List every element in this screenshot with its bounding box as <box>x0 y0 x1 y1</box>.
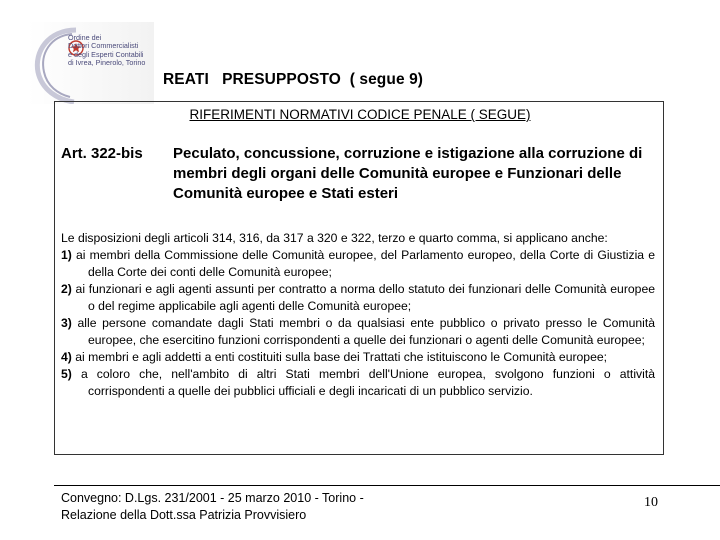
logo-line: di Ivrea, Pinerolo, Torino <box>68 58 146 68</box>
article-intro: Le disposizioni degli articoli 314, 316, da 317 a 320 e 322, terzo e quarto comma, si applicano anche: <box>61 231 608 245</box>
list-item <box>61 281 655 315</box>
list-item-text: a coloro che, nell'ambito di altri Stati membri dell'Unione europea, svolgono funzioni o attività corrispondenti a quelle dei pubblici ufficiali e degli incaricati di un pubblico servizio. <box>80 367 655 398</box>
list-item-text: ai funzionari e agli agenti assunti per contratto a norma dello statuto dei funzionari delle Comunità europee o del regime applicabile agli agenti delle Comunità europee; <box>75 282 655 313</box>
article-title: Peculato, concussione, corruzione e istigazione alla corruzione di membri degli organi delle Comunità europee e Funzionari delle Comunità europee e Stati esteri <box>173 145 643 202</box>
list-item-number: 5) <box>61 367 72 381</box>
list-item <box>61 349 655 366</box>
article-number: Art. 322-bis <box>61 145 143 162</box>
footer <box>61 490 364 524</box>
logo-line: Ordine dei <box>68 33 102 42</box>
list-item-number: 2) <box>61 282 72 296</box>
list-item-text: ai membri della Commissione delle Comunità europee, del Parlamento europeo, della Corte di Giustizia e della Corte dei conti delle Comunità europee; <box>76 248 655 279</box>
footer-speaker: Relazione della Dott.ssa Patrizia Provvisiero <box>61 508 307 522</box>
article-body <box>61 230 655 400</box>
list-item <box>61 247 655 281</box>
page-number: 10 <box>644 495 658 510</box>
logo-text <box>68 34 158 68</box>
logo-line: e degli Esperti Contabili <box>68 49 144 59</box>
slide-title: REATI PRESUPPOSTO ( segue 9) <box>163 71 424 88</box>
slide-subtitle: RIFERIMENTI NORMATIVI CODICE PENALE ( SEGUE) <box>189 107 531 122</box>
list-item-number: 3) <box>61 316 72 330</box>
list-item-text: alle persone comandate dagli Stati membri o da qualsiasi ente pubblico o privato presso le Comunità europee, che esercitino funzioni corrispondenti a quelle dei funzionari o agenti delle Comunità europee; <box>77 316 655 347</box>
logo-line: Dottori Commercialisti <box>68 41 139 51</box>
list-item-text: ai membri e agli addetti a enti costituiti sulla base dei Trattati che istituiscono le Comunità europee; <box>75 350 608 364</box>
footer-divider <box>54 485 720 486</box>
list-item <box>61 366 655 400</box>
list-item <box>61 315 655 349</box>
list-item-number: 4) <box>61 350 72 364</box>
list-item-number: 1) <box>61 248 72 262</box>
footer-event: Convegno: D.Lgs. 231/2001 - 25 marzo 2010 - Torino - <box>61 491 364 505</box>
